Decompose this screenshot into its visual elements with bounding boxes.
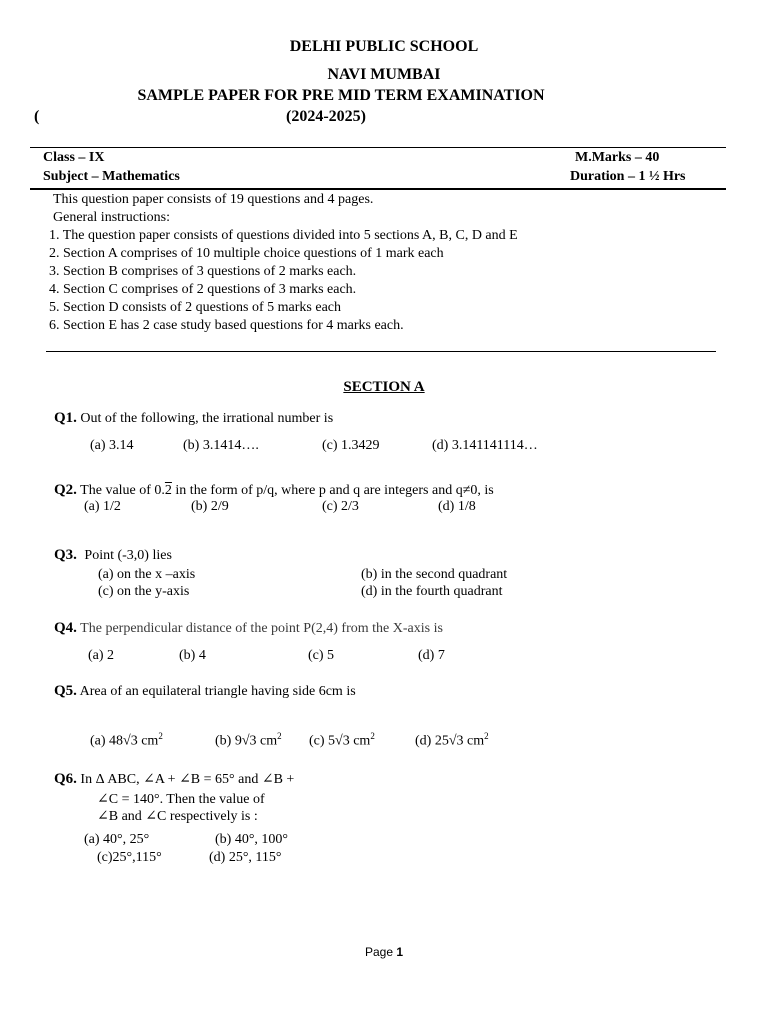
instruction-line: 3. Section B comprises of 3 questions of 2 marks each. [49,264,357,279]
option-a: (a) 2 [88,648,115,663]
option-b: (b) 2/9 [191,499,229,514]
instruction-line: 2. Section A comprises of 10 multiple choice questions of 1 mark each [49,246,444,261]
exam-title: SAMPLE PAPER FOR PRE MID TERM EXAMINATION [137,87,545,104]
instruction-line: General instructions: [53,210,171,225]
question-text: The value of 0.2 in the form of p/q, where p and q are integers and q≠0, is [80,483,494,498]
subject-label: Subject – Mathematics [43,169,180,184]
question-text: The perpendicular distance of the point P(2,4) from the X-axis is [80,621,443,636]
option-a: (a) 48√3 $cm^2$ [90,731,163,749]
option-d: (d) 25°, 115° [209,850,282,865]
question-text: Out of the following, the irrational number is [80,411,334,426]
option-d: (d) 1/8 [438,499,476,514]
option-a: (a) on the x –axis [98,567,196,582]
question-number: Q4. [54,620,77,636]
option-c: (c) 5 [308,648,335,663]
option-c: (c) 1.3429 [322,438,380,453]
question-number: Q1. [54,410,77,426]
question-text-line-3: ∠B and ∠C respectively is : [97,809,258,824]
page-footer [0,945,768,959]
option-b: (b) 40°, 100° [215,832,289,847]
question-text: Area of an equilateral triangle having side 6cm is [79,684,356,699]
duration: Duration – 1 ½ Hrs [570,169,686,184]
option-a: (a) 3.14 [90,438,134,453]
option-a: (a) 1/2 [84,499,121,514]
option-c: (c) on the y-axis [98,584,190,599]
instruction-line: 1. The question paper consists of questions divided into 5 sections A, B, C, D and E [49,228,518,243]
option-b: (b) 4 [179,648,206,663]
option-c: (c) 5√3 $cm^2$ [309,731,375,749]
question-text: Point (-3,0) lies [84,548,172,563]
option-d: (d) 25√3 $cm^2$ [415,731,489,749]
instruction-line: 6. Section E has 2 case study based questions for 4 marks each. [49,318,404,333]
option-d: (d) 7 [418,648,445,663]
section-title: SECTION A [343,379,425,395]
page-label: Page [364,945,397,959]
option-c: (c) 2/3 [322,499,359,514]
class-label: Class – IX [43,150,105,165]
page-number: 1 [396,945,404,959]
question-text-line-1: In Δ ABC, ∠A + ∠B = 65° and ∠B + [80,772,295,787]
option-a: (a) 40°, 25° [84,832,150,847]
question-number: Q3. [54,547,77,563]
question-number: Q5. [54,683,77,699]
instruction-line: 5. Section D consists of 2 questions of 5 marks each [49,300,342,315]
option-b: (b) 9√3 $cm^2$ [215,731,282,749]
option-b: (b) in the second quadrant [361,567,508,582]
question-number: Q2. [54,482,77,498]
question-text-line-2: ∠C = 140°. Then the value of [97,792,265,807]
instructions-rule [46,351,716,352]
school-city: NAVI MUMBAI [327,66,441,83]
instruction-line: This question paper consists of 19 questions and 4 pages. [53,192,374,207]
max-marks: M.Marks – 40 [575,150,660,165]
info-top-rule [30,147,726,148]
option-d: (d) 3.141141114… [432,438,538,453]
info-bottom-rule [30,188,726,190]
option-d: (d) in the fourth quadrant [361,584,503,599]
exam-year: (2024-2025) [286,108,366,125]
open-bracket: ( [34,108,40,125]
option-c: (c)25°,115° [97,850,162,865]
question-number: Q6. [54,771,77,787]
instruction-line: 4. Section C comprises of 2 questions of 3 marks each. [49,282,357,297]
school-name: DELHI PUBLIC SCHOOL [289,38,479,55]
option-b: (b) 3.1414…. [183,438,259,453]
recurring-digit: 2 [164,483,172,498]
